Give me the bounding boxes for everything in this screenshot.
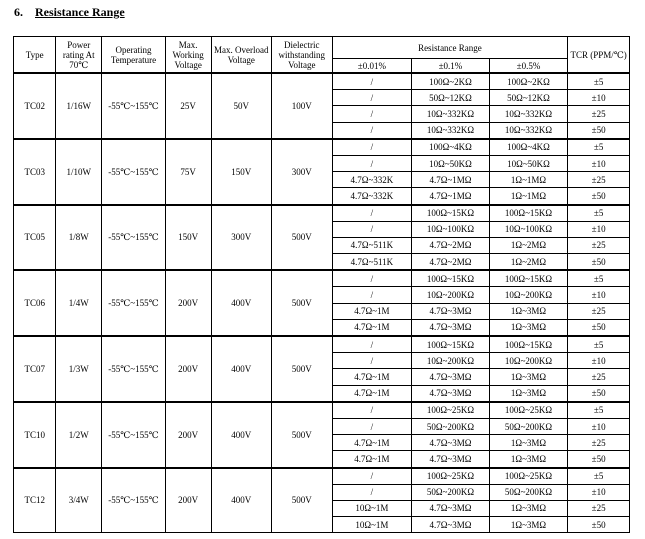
table-row xyxy=(14,139,630,156)
range-01-cell: 4.7Ω~3MΩ xyxy=(412,303,490,319)
header-overload-voltage: Max. Overload Voltage xyxy=(211,37,272,74)
range-01-cell: 100Ω~4KΩ xyxy=(412,139,490,156)
range-001-cell: 4.7Ω~332K xyxy=(332,172,412,188)
range-01-cell: 10Ω~100KΩ xyxy=(412,221,490,237)
header-type: Type xyxy=(14,37,56,74)
tcr-cell: ±50 xyxy=(568,517,630,533)
tcr-cell: ±5 xyxy=(568,468,630,485)
operating-temperature-cell: -55℃~155℃ xyxy=(102,205,166,271)
range-01-cell: 4.7Ω~3MΩ xyxy=(412,385,490,402)
type-cell: TC07 xyxy=(14,336,56,402)
tcr-cell: ±5 xyxy=(568,270,630,287)
tcr-cell: ±10 xyxy=(568,287,630,303)
range-01-cell: 4.7Ω~1MΩ xyxy=(412,188,490,205)
dielectric-voltage-cell: 500V xyxy=(272,270,333,336)
range-001-cell: 4.7Ω~1M xyxy=(332,451,412,468)
header-tolerance-001: ±0.01% xyxy=(332,59,412,74)
range-001-cell: 4.7Ω~1M xyxy=(332,303,412,319)
operating-temperature-cell: -55℃~155℃ xyxy=(102,73,166,139)
range-05-cell: 1Ω~3MΩ xyxy=(489,451,568,468)
range-001-cell: / xyxy=(332,90,412,106)
overload-voltage-cell: 400V xyxy=(211,336,272,402)
tcr-cell: ±50 xyxy=(568,451,630,468)
range-01-cell: 10Ω~200KΩ xyxy=(412,287,490,303)
power-rating-cell: 1/16W xyxy=(56,73,102,139)
power-rating-cell: 1/4W xyxy=(56,270,102,336)
range-001-cell: 4.7Ω~1M xyxy=(332,385,412,402)
table-row xyxy=(14,402,630,419)
range-01-cell: 100Ω~25KΩ xyxy=(412,402,490,419)
tcr-cell: ±5 xyxy=(568,139,630,156)
type-cell: TC12 xyxy=(14,468,56,533)
range-01-cell: 10Ω~50KΩ xyxy=(412,155,490,171)
range-05-cell: 100Ω~25KΩ xyxy=(489,402,568,419)
working-voltage-cell: 75V xyxy=(165,139,211,205)
range-05-cell: 1Ω~3MΩ xyxy=(489,500,568,516)
tcr-cell: ±5 xyxy=(568,336,630,353)
range-05-cell: 10Ω~200KΩ xyxy=(489,287,568,303)
range-01-cell: 4.7Ω~2MΩ xyxy=(412,237,490,253)
range-05-cell: 10Ω~50KΩ xyxy=(489,155,568,171)
range-01-cell: 4.7Ω~2MΩ xyxy=(412,254,490,271)
range-001-cell: 10Ω~1M xyxy=(332,517,412,533)
tcr-cell: ±25 xyxy=(568,369,630,385)
header-working-voltage: Max. Working Voltage xyxy=(165,37,211,74)
tcr-cell: ±50 xyxy=(568,122,630,139)
tcr-cell: ±25 xyxy=(568,303,630,319)
tcr-cell: ±10 xyxy=(568,155,630,171)
range-001-cell: / xyxy=(332,221,412,237)
range-001-cell: / xyxy=(332,353,412,369)
range-05-cell: 1Ω~3MΩ xyxy=(489,517,568,533)
tcr-cell: ±25 xyxy=(568,106,630,122)
tcr-cell: ±10 xyxy=(568,90,630,106)
header-resistance-range: Resistance Range xyxy=(332,37,568,59)
range-001-cell: 10Ω~1M xyxy=(332,500,412,516)
working-voltage-cell: 200V xyxy=(165,402,211,468)
operating-temperature-cell: -55℃~155℃ xyxy=(102,139,166,205)
working-voltage-cell: 150V xyxy=(165,205,211,271)
range-01-cell: 4.7Ω~3MΩ xyxy=(412,435,490,451)
range-01-cell: 4.7Ω~3MΩ xyxy=(412,500,490,516)
tcr-cell: ±25 xyxy=(568,435,630,451)
range-01-cell: 10Ω~332KΩ xyxy=(412,106,490,122)
range-05-cell: 50Ω~200KΩ xyxy=(489,484,568,500)
range-05-cell: 1Ω~2MΩ xyxy=(489,237,568,253)
range-01-cell: 10Ω~332KΩ xyxy=(412,122,490,139)
header-dielectric-voltage: Dielectric withstanding Voltage xyxy=(272,37,333,74)
working-voltage-cell: 200V xyxy=(165,468,211,533)
overload-voltage-cell: 50V xyxy=(211,73,272,139)
range-05-cell: 100Ω~15KΩ xyxy=(489,336,568,353)
overload-voltage-cell: 400V xyxy=(211,468,272,533)
operating-temperature-cell: -55℃~155℃ xyxy=(102,468,166,533)
tcr-cell: ±5 xyxy=(568,402,630,419)
range-01-cell: 100Ω~15KΩ xyxy=(412,270,490,287)
dielectric-voltage-cell: 500V xyxy=(272,468,333,533)
range-001-cell: / xyxy=(332,122,412,139)
type-cell: TC03 xyxy=(14,139,56,205)
range-05-cell: 10Ω~332KΩ xyxy=(489,122,568,139)
section-number: 6. xyxy=(14,5,23,19)
dielectric-voltage-cell: 500V xyxy=(272,205,333,271)
range-001-cell: / xyxy=(332,468,412,485)
range-001-cell: 4.7Ω~332K xyxy=(332,188,412,205)
overload-voltage-cell: 400V xyxy=(211,270,272,336)
range-05-cell: 100Ω~15KΩ xyxy=(489,205,568,222)
dielectric-voltage-cell: 500V xyxy=(272,402,333,468)
power-rating-cell: 1/8W xyxy=(56,205,102,271)
range-05-cell: 10Ω~200KΩ xyxy=(489,353,568,369)
range-001-cell: 4.7Ω~1M xyxy=(332,319,412,336)
operating-temperature-cell: -55℃~155℃ xyxy=(102,336,166,402)
type-cell: TC05 xyxy=(14,205,56,271)
range-001-cell: / xyxy=(332,287,412,303)
range-05-cell: 1Ω~1MΩ xyxy=(489,172,568,188)
type-cell: TC02 xyxy=(14,73,56,139)
range-01-cell: 4.7Ω~1MΩ xyxy=(412,172,490,188)
power-rating-cell: 3/4W xyxy=(56,468,102,533)
range-001-cell: 4.7Ω~1M xyxy=(332,369,412,385)
table-row xyxy=(14,73,630,90)
tcr-cell: ±5 xyxy=(568,73,630,90)
range-05-cell: 1Ω~3MΩ xyxy=(489,369,568,385)
dielectric-voltage-cell: 300V xyxy=(272,139,333,205)
table-row xyxy=(14,270,630,287)
range-01-cell: 4.7Ω~3MΩ xyxy=(412,451,490,468)
range-001-cell: / xyxy=(332,73,412,90)
table-row xyxy=(14,336,630,353)
table-row xyxy=(14,468,630,485)
overload-voltage-cell: 150V xyxy=(211,139,272,205)
table-body xyxy=(14,73,630,533)
tcr-cell: ±50 xyxy=(568,254,630,271)
range-01-cell: 100Ω~25KΩ xyxy=(412,468,490,485)
range-001-cell: 4.7Ω~511K xyxy=(332,254,412,271)
range-05-cell: 1Ω~2MΩ xyxy=(489,254,568,271)
tcr-cell: ±50 xyxy=(568,188,630,205)
range-05-cell: 10Ω~100KΩ xyxy=(489,221,568,237)
working-voltage-cell: 200V xyxy=(165,270,211,336)
range-05-cell: 1Ω~3MΩ xyxy=(489,385,568,402)
overload-voltage-cell: 300V xyxy=(211,205,272,271)
tcr-cell: ±10 xyxy=(568,418,630,434)
range-05-cell: 1Ω~3MΩ xyxy=(489,303,568,319)
operating-temperature-cell: -55℃~155℃ xyxy=(102,270,166,336)
type-cell: TC06 xyxy=(14,270,56,336)
range-001-cell: / xyxy=(332,336,412,353)
tcr-cell: ±25 xyxy=(568,172,630,188)
dielectric-voltage-cell: 100V xyxy=(272,73,333,139)
range-01-cell: 4.7Ω~3MΩ xyxy=(412,517,490,533)
tcr-cell: ±5 xyxy=(568,205,630,222)
range-001-cell: / xyxy=(332,155,412,171)
range-01-cell: 100Ω~15KΩ xyxy=(412,336,490,353)
power-rating-cell: 1/2W xyxy=(56,402,102,468)
range-01-cell: 10Ω~200KΩ xyxy=(412,353,490,369)
header-tcr: TCR (PPM/℃) xyxy=(568,37,630,74)
range-01-cell: 4.7Ω~3MΩ xyxy=(412,369,490,385)
power-rating-cell: 1/10W xyxy=(56,139,102,205)
operating-temperature-cell: -55℃~155℃ xyxy=(102,402,166,468)
range-01-cell: 4.7Ω~3MΩ xyxy=(412,319,490,336)
range-01-cell: 50Ω~200KΩ xyxy=(412,484,490,500)
section-heading xyxy=(14,5,125,20)
range-001-cell: / xyxy=(332,106,412,122)
working-voltage-cell: 200V xyxy=(165,336,211,402)
header-tolerance-05: ±0.5% xyxy=(489,59,568,74)
table-row xyxy=(14,205,630,222)
header-power-rating: Power rating At 70℃ xyxy=(56,37,102,74)
tcr-cell: ±25 xyxy=(568,500,630,516)
dielectric-voltage-cell: 500V xyxy=(272,336,333,402)
range-05-cell: 1Ω~3MΩ xyxy=(489,435,568,451)
header-operating-temperature: Operating Temperature xyxy=(102,37,166,74)
range-05-cell: 1Ω~3MΩ xyxy=(489,319,568,336)
range-05-cell: 100Ω~25KΩ xyxy=(489,468,568,485)
tcr-cell: ±10 xyxy=(568,484,630,500)
tcr-cell: ±50 xyxy=(568,385,630,402)
range-01-cell: 100Ω~15KΩ xyxy=(412,205,490,222)
range-05-cell: 50Ω~200KΩ xyxy=(489,418,568,434)
range-01-cell: 100Ω~2KΩ xyxy=(412,73,490,90)
range-001-cell: / xyxy=(332,484,412,500)
range-05-cell: 100Ω~15KΩ xyxy=(489,270,568,287)
type-cell: TC10 xyxy=(14,402,56,468)
range-05-cell: 100Ω~4KΩ xyxy=(489,139,568,156)
range-001-cell: / xyxy=(332,418,412,434)
range-001-cell: / xyxy=(332,205,412,222)
resistance-range-table xyxy=(13,36,630,533)
range-05-cell: 50Ω~12KΩ xyxy=(489,90,568,106)
range-05-cell: 100Ω~2KΩ xyxy=(489,73,568,90)
section-title: Resistance Range xyxy=(35,5,125,19)
range-001-cell: 4.7Ω~511K xyxy=(332,237,412,253)
tcr-cell: ±25 xyxy=(568,237,630,253)
tcr-cell: ±10 xyxy=(568,221,630,237)
range-05-cell: 10Ω~332KΩ xyxy=(489,106,568,122)
range-001-cell: / xyxy=(332,139,412,156)
range-001-cell: 4.7Ω~1M xyxy=(332,435,412,451)
power-rating-cell: 1/3W xyxy=(56,336,102,402)
working-voltage-cell: 25V xyxy=(165,73,211,139)
range-001-cell: / xyxy=(332,402,412,419)
range-01-cell: 50Ω~12KΩ xyxy=(412,90,490,106)
tcr-cell: ±50 xyxy=(568,319,630,336)
tcr-cell: ±10 xyxy=(568,353,630,369)
overload-voltage-cell: 400V xyxy=(211,402,272,468)
range-05-cell: 1Ω~1MΩ xyxy=(489,188,568,205)
header-tolerance-01: ±0.1% xyxy=(412,59,490,74)
range-001-cell: / xyxy=(332,270,412,287)
range-01-cell: 50Ω~200KΩ xyxy=(412,418,490,434)
